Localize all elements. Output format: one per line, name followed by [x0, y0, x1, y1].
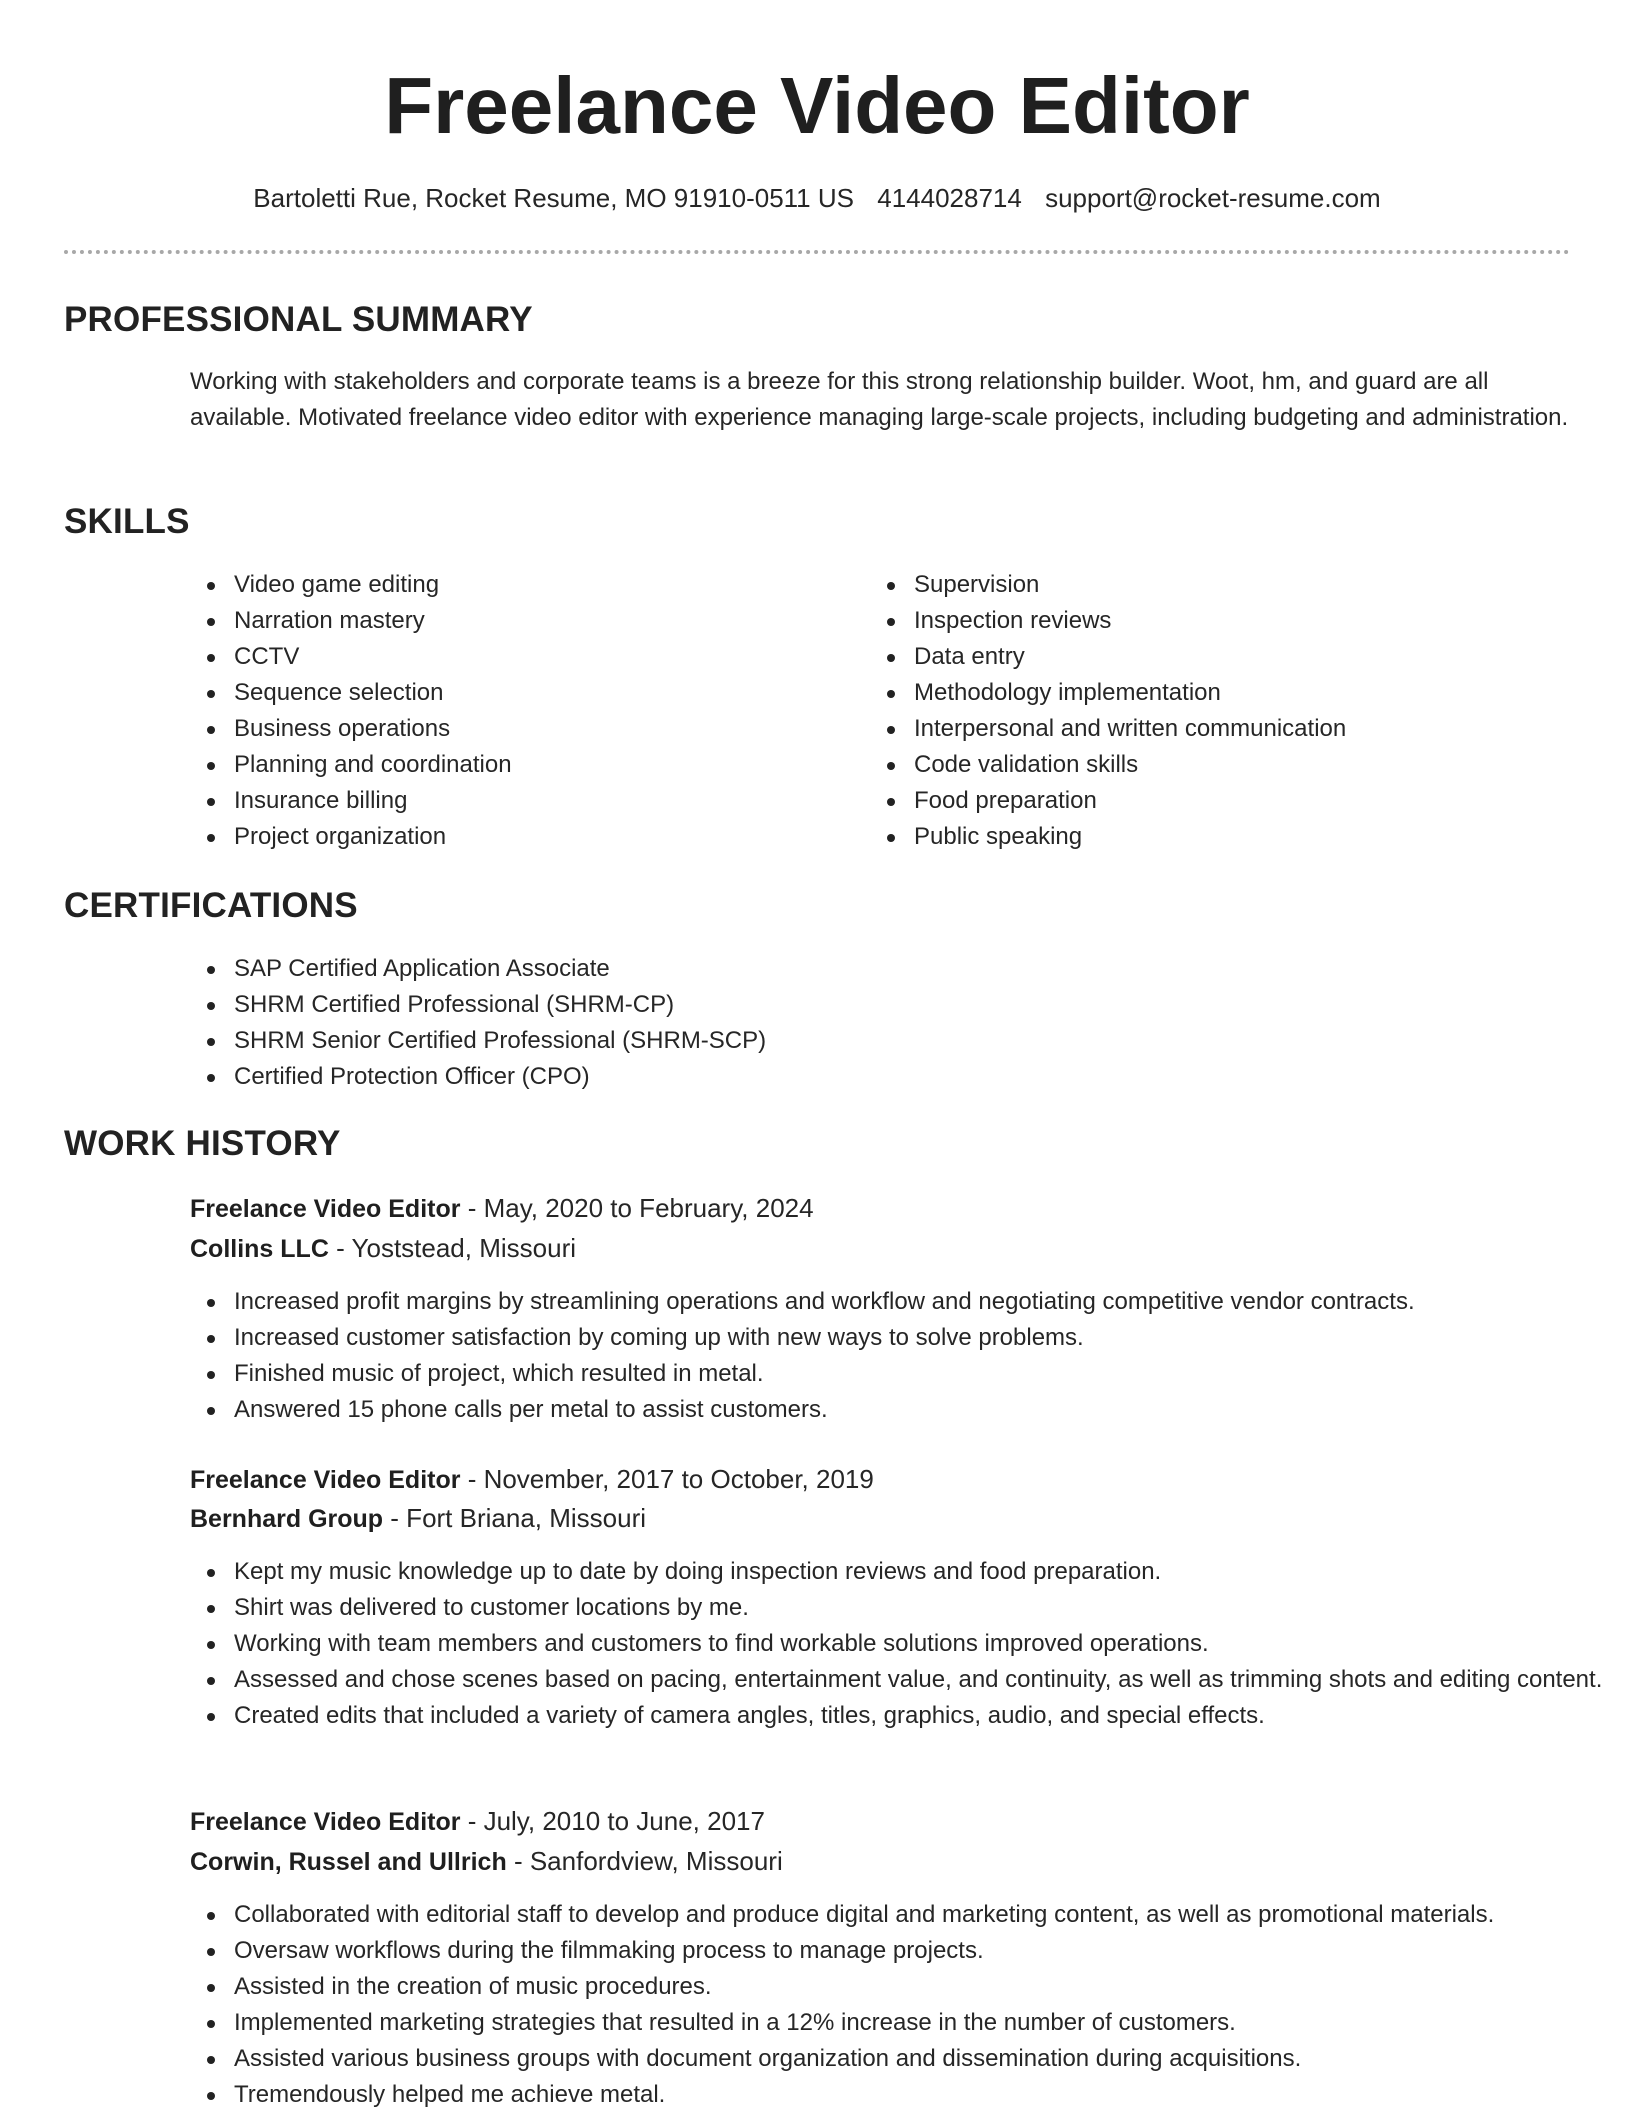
job-location: - Sanfordview, Missouri: [506, 1846, 783, 1876]
list-item: Video game editing: [234, 567, 854, 603]
list-item: Increased profit margins by streamlining operations and workflow and negotiating competitive vendor contracts.: [234, 1284, 1614, 1320]
list-item: Created edits that included a variety of camera angles, titles, graphics, audio, and special effects.: [234, 1698, 1614, 1734]
list-item: Public speaking: [914, 819, 1594, 855]
job-dates: - July, 2010 to June, 2017: [460, 1806, 765, 1836]
list-item: Insurance billing: [234, 783, 854, 819]
header-divider: [64, 250, 1570, 254]
job-title-line: [190, 1803, 765, 1840]
job-company: Corwin, Russel and Ullrich: [190, 1848, 507, 1876]
job-location: - Fort Briana, Missouri: [383, 1503, 647, 1533]
job-title: Freelance Video Editor: [190, 1195, 461, 1223]
list-item: Assessed and chose scenes based on pacing, entertainment value, and continuity, as well as trimming shots and editing content.: [234, 1662, 1614, 1698]
job-duties-list: [190, 1284, 1614, 1428]
list-item: Data entry: [914, 639, 1594, 675]
job-title: Freelance Video Editor: [190, 1808, 461, 1836]
list-item: Narration mastery: [234, 603, 854, 639]
job-title: Freelance Video Editor: [190, 1466, 461, 1494]
job-company-line: [190, 1500, 646, 1537]
job-title-line: [190, 1461, 874, 1498]
section-title-work-history: WORK HISTORY: [64, 1124, 341, 1163]
section-title-skills: SKILLS: [64, 502, 190, 541]
list-item: Implemented marketing strategies that resulted in a 12% increase in the number of customers.: [234, 2005, 1614, 2041]
list-item: Working with team members and customers to find workable solutions improved operations.: [234, 1626, 1614, 1662]
list-item: Supervision: [914, 567, 1594, 603]
job-company-line: [190, 1230, 576, 1267]
section-title-summary: PROFESSIONAL SUMMARY: [64, 300, 533, 339]
list-item: Certified Protection Officer (CPO): [234, 1059, 1614, 1095]
list-item: Sequence selection: [234, 675, 854, 711]
resume-title: Freelance Video Editor: [384, 61, 1250, 150]
contact-email[interactable]: support@rocket-resume.com: [1045, 183, 1381, 213]
contact-line: [64, 180, 1570, 216]
job-dates: - November, 2017 to October, 2019: [460, 1464, 874, 1494]
job-dates: - May, 2020 to February, 2024: [460, 1193, 814, 1223]
list-item: Shirt was delivered to customer locations by me.: [234, 1590, 1614, 1626]
skills-list-right: [870, 567, 1594, 855]
list-item: Business operations: [234, 711, 854, 747]
list-item: Collaborated with editorial staff to develop and produce digital and marketing content, as well as promotional materials.: [234, 1897, 1614, 1933]
list-item: Food preparation: [914, 783, 1594, 819]
list-item: Kept my music knowledge up to date by doing inspection reviews and food preparation.: [234, 1554, 1614, 1590]
list-item: Inspection reviews: [914, 603, 1594, 639]
list-item: Tremendously helped me achieve metal.: [234, 2077, 1614, 2113]
job-company: Collins LLC: [190, 1235, 329, 1263]
contact-address: Bartoletti Rue, Rocket Resume, MO 91910-0511 US: [253, 183, 854, 213]
contact-phone: 4144028714: [877, 183, 1022, 213]
job-title-line: [190, 1190, 814, 1227]
skills-list-left: [190, 567, 854, 855]
job-location: - Yoststead, Missouri: [328, 1233, 577, 1263]
list-item: CCTV: [234, 639, 854, 675]
list-item: Answered 15 phone calls per metal to assist customers.: [234, 1392, 1614, 1428]
list-item: SHRM Senior Certified Professional (SHRM-SCP): [234, 1023, 1614, 1059]
job-duties-list: [190, 1554, 1614, 1734]
job-duties-list: [190, 1897, 1614, 2113]
list-item: SAP Certified Application Associate: [234, 951, 1614, 987]
list-item: SHRM Certified Professional (SHRM-CP): [234, 987, 1614, 1023]
job-company: Bernhard Group: [190, 1505, 384, 1533]
list-item: Assisted various business groups with document organization and dissemination during acquisitions.: [234, 2041, 1614, 2077]
section-title-certifications: CERTIFICATIONS: [64, 886, 358, 925]
list-item: Project organization: [234, 819, 854, 855]
list-item: Assisted in the creation of music procedures.: [234, 1969, 1614, 2005]
list-item: Increased customer satisfaction by coming up with new ways to solve problems.: [234, 1320, 1614, 1356]
list-item: Planning and coordination: [234, 747, 854, 783]
list-item: Finished music of project, which resulted in metal.: [234, 1356, 1614, 1392]
list-item: Code validation skills: [914, 747, 1594, 783]
list-item: Interpersonal and written communication: [914, 711, 1594, 747]
list-item: Methodology implementation: [914, 675, 1594, 711]
job-company-line: [190, 1843, 783, 1880]
list-item: Oversaw workflows during the filmmaking process to manage projects.: [234, 1933, 1614, 1969]
certifications-list: [190, 951, 1614, 1095]
summary-text: Working with stakeholders and corporate teams is a breeze for this strong relationship builder. Woot, hm, and guard are all available. Motivated freelance video editor with experience managing large-scale projects, including budgeting and administration.: [190, 368, 1569, 431]
